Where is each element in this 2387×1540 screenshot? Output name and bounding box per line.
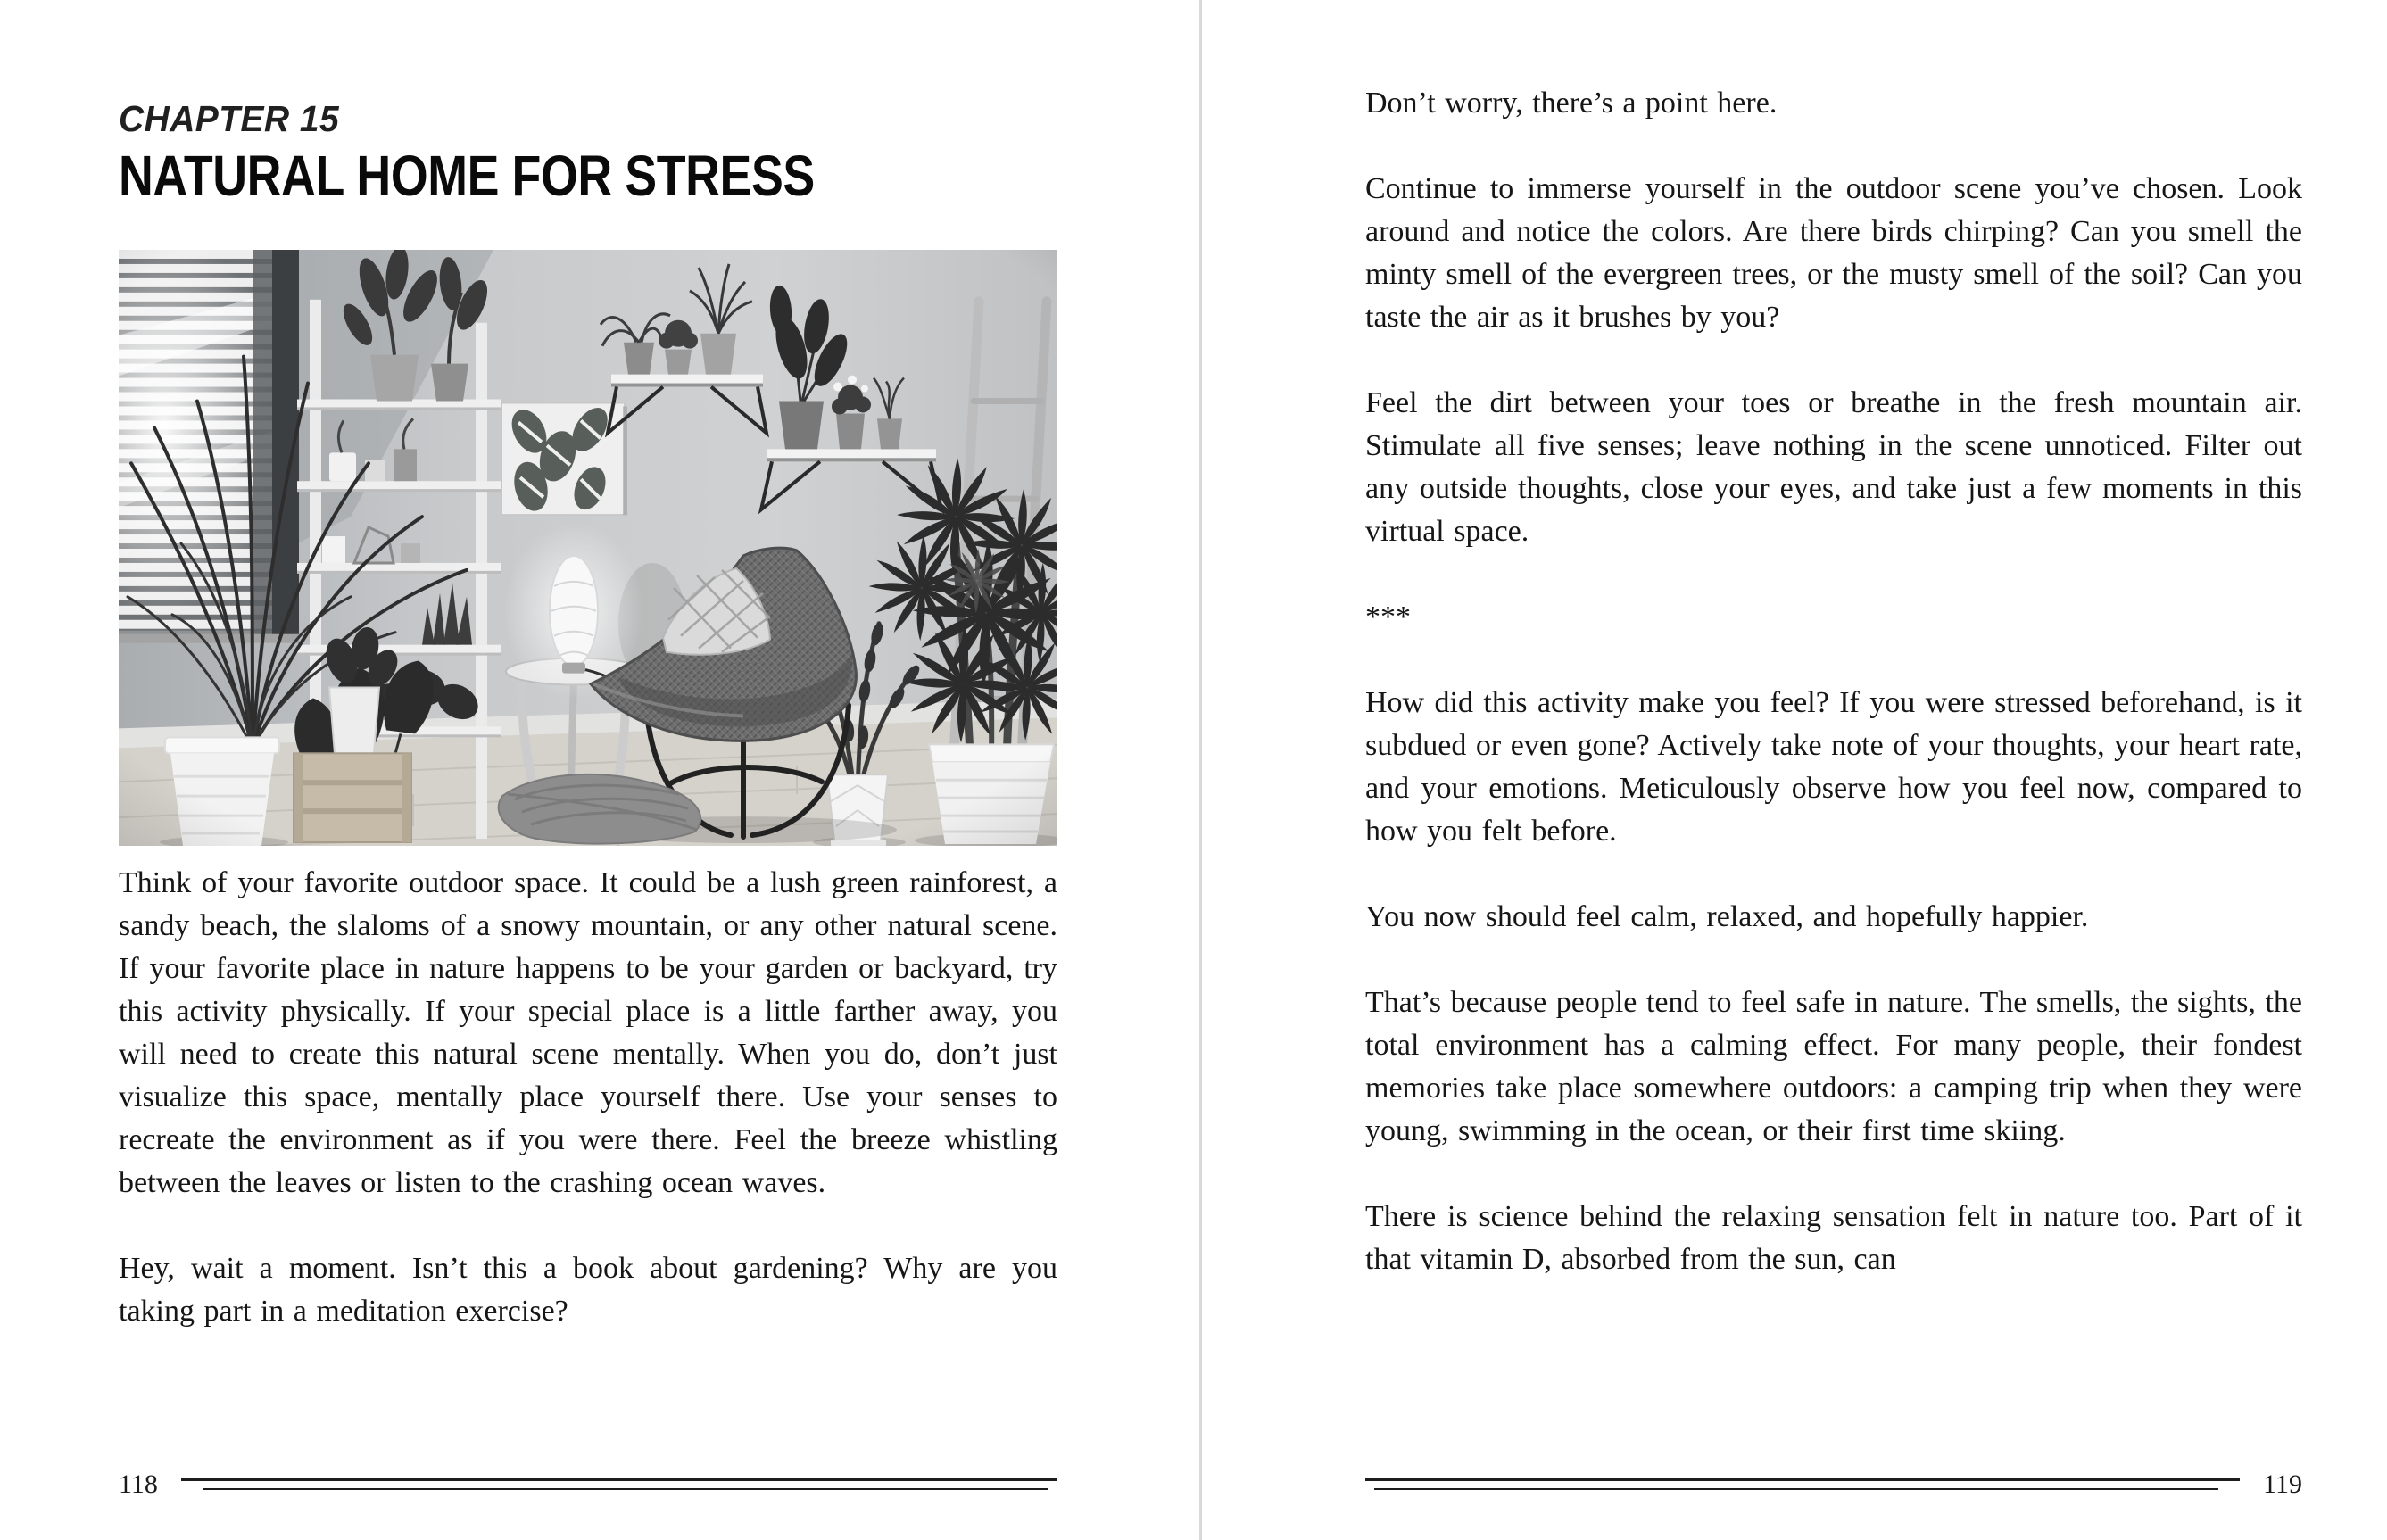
- page-title: NATURAL HOME FOR STRESS: [119, 144, 815, 208]
- body-paragraph: There is science behind the relaxing sensation felt in nature too. Part of it that vitamin D, absorbed from the sun, can: [1365, 1200, 2302, 1276]
- body-paragraph: You now should feel calm, relaxed, and hopefully happier.: [1365, 900, 2089, 933]
- chapter-photo: [119, 250, 1057, 846]
- page-gutter-divider: [1199, 0, 1202, 1540]
- body-paragraph: Continue to immerse yourself in the outdoor scene you’ve chosen. Look around and notice the colors. Are there birds chirping? Can you smell the minty smell of the evergreen trees, or the musty smell of the soil? Can you taste the air as it brushes by you?: [1365, 172, 2302, 334]
- footer-rule: [1365, 1477, 2240, 1493]
- left-page-footer: [119, 1465, 1057, 1504]
- body-paragraph: How did this activity make you feel? If you were stressed beforehand, is it subdued or even gone? Actively take note of your thoughts, your heart rate, and your emotions. Meticulously observe how you feel now, compared to how you felt before.: [1365, 686, 2302, 848]
- body-paragraph: Don’t worry, there’s a point here.: [1365, 87, 1778, 120]
- section-separator: ***: [1365, 600, 1411, 633]
- left-page-body: [119, 862, 1057, 1333]
- chapter-label: CHAPTER 15: [119, 98, 340, 139]
- right-page-body: [1365, 82, 2302, 1281]
- body-paragraph: That’s because people tend to feel safe in nature. The smells, the sights, the total environment has a calming effect. For many people, their fondest memories take place somewhere outdoors: a camping trip when they were young, swimming in the ocean, or their first time skiing.: [1365, 986, 2302, 1147]
- body-paragraph: Feel the dirt between your toes or breathe in the fresh mountain air. Stimulate all five senses; leave nothing in the scene unnoticed. Filter out any outside thoughts, close your eyes, and take just a few moments in this virtual space.: [1365, 386, 2302, 548]
- body-paragraph: Think of your favorite outdoor space. It could be a lush green rainforest, a sandy beach, the slaloms of a snowy mountain, or any other natural scene. If your favorite place in nature happens to be your garden or backyard, try this activity physically. If your special place is a little farther away, you will need to create this natural scene mentally. When you do, don’t just visualize this space, mentally place yourself there. Use your senses to recreate the environment as if you were there. Feel the breeze whistling between the leaves or listen to the crashing ocean waves.: [119, 866, 1057, 1199]
- right-page: [1365, 0, 2302, 1540]
- chapter-photo-illustration: [119, 250, 1057, 846]
- footer-rule: [181, 1477, 1057, 1493]
- page-number-right: 119: [2263, 1470, 2302, 1499]
- left-page: [119, 0, 1057, 1540]
- page-number-left: 118: [119, 1470, 158, 1499]
- body-paragraph: Hey, wait a moment. Isn’t this a book about gardening? Why are you taking part in a meditation exercise?: [119, 1252, 1057, 1328]
- right-page-footer: [1365, 1465, 2302, 1504]
